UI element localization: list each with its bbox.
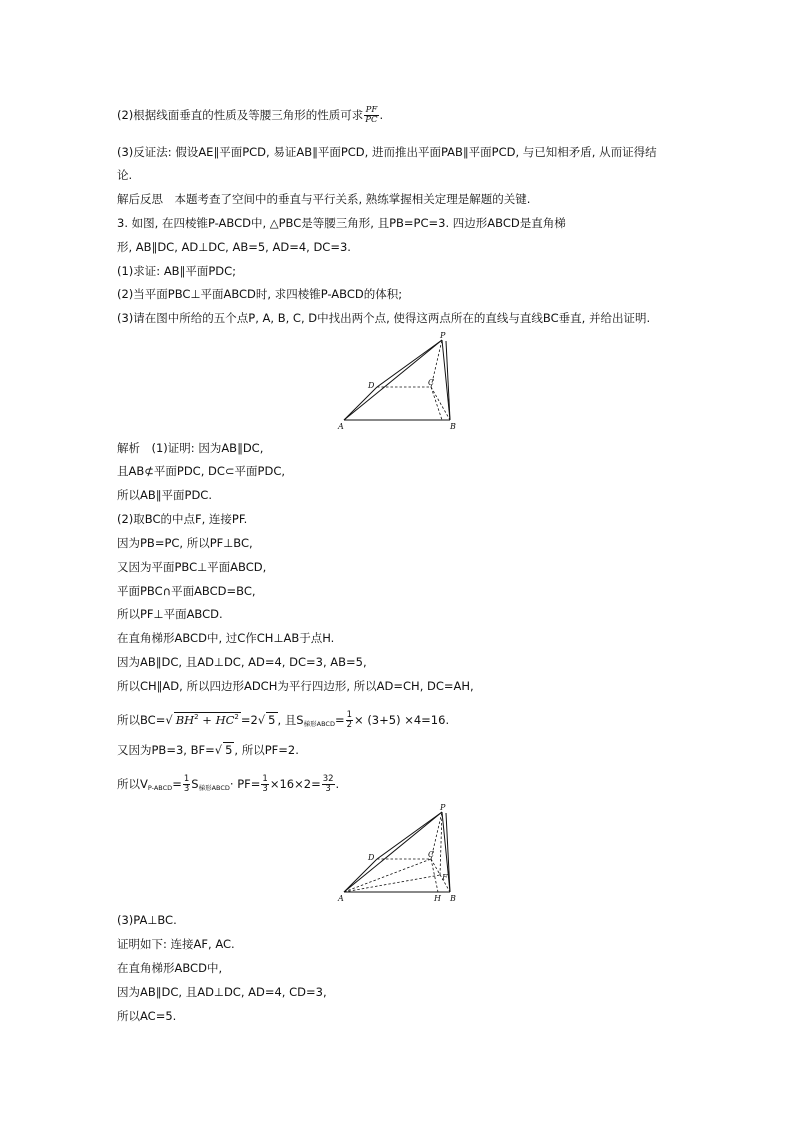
- text-line: (2)根据线面垂直的性质及等腰三角形的性质可求 $\frac{PF}{PC}$ .: [117, 105, 384, 125]
- text-line: 因为AB∥DC, 且AD⊥DC, AD=4, CD=3,: [117, 985, 327, 999]
- text-line: 且AB⊄平面PDC, DC⊂平面PDC,: [117, 464, 286, 478]
- label-A: A: [338, 422, 344, 431]
- label-C: C: [428, 378, 435, 387]
- label-P: P: [440, 331, 446, 340]
- problem-heading: 3. 如图, 在四棱锥P-ABCD中, △PBC是等腰三角形, 且PB=PC=3. 四边形ABCD是直角梯: [117, 216, 566, 230]
- figure-pyramid-2: [330, 802, 470, 906]
- text-line: 又因为平面PBC⊥平面ABCD,: [117, 560, 267, 574]
- text-line: (3)PA⊥BC.: [117, 913, 177, 927]
- text-line: 解后反思 本题考查了空间中的垂直与平行关系, 熟练掌握相关定理是解题的关键.: [117, 192, 531, 206]
- text-line: 形, AB∥DC, AD⊥DC, AB=5, AD=4, DC=3.: [117, 240, 351, 254]
- label-H: H: [434, 894, 441, 903]
- text-line: (3)请在图中所给的五个点P, A, B, C, D中找出两个点, 使得这两点所在的直线与直线BC垂直, 并给出证明.: [117, 311, 651, 325]
- formula-line-volume: 所以$V_{P-ABCD}=$ $\frac{1}{3}$ $S_{梯形ABCD}\cdot PF=$ $\frac{1}{3}$ ×16×2= $\frac{32}{3}$ .: [117, 774, 340, 794]
- label-B: B: [450, 894, 456, 903]
- text-line: 因为AB∥DC, 且AD⊥DC, AD=4, DC=3, AB=5,: [117, 655, 367, 669]
- label-P: P: [440, 803, 446, 812]
- text-line: 因为PB=PC, 所以PF⊥BC,: [117, 536, 253, 550]
- text-line: (1)求证: AB∥平面PDC;: [117, 264, 237, 278]
- formula-line-pf: 又因为PB=3, BF=√ 5 , 所以PF=2.: [117, 743, 299, 757]
- text-line: (2)当平面PBC⊥平面ABCD时, 求四棱锥P-ABCD的体积;: [117, 287, 403, 301]
- text-line: (3)反证法: 假设AE∥平面PCD, 易证AB∥平面PCD, 进而推出平面PAB∥平面PCD, 与已知相矛盾, 从而证得结: [117, 145, 657, 159]
- label-D: D: [368, 381, 375, 390]
- label-B: B: [450, 422, 456, 431]
- text-line: 证明如下: 连接AF, AC.: [117, 937, 235, 951]
- text-line: (2)取BC的中点F, 连接PF.: [117, 512, 248, 526]
- text-line: 所以AB∥平面PDC.: [117, 488, 212, 502]
- text-line: 所以AC=5.: [117, 1009, 177, 1023]
- text-line: 论.: [117, 168, 133, 182]
- text-line: 在直角梯形ABCD中,: [117, 961, 223, 975]
- text-line: 平面PBC∩平面ABCD=BC,: [117, 584, 256, 598]
- solution-heading: 解析 (1)证明: 因为AB∥DC,: [117, 441, 264, 455]
- text-line: 所以PF⊥平面ABCD.: [117, 607, 223, 621]
- label-D: D: [368, 853, 375, 862]
- formula-line-bc: 所以BC=√ $BH^2 + HC^2 =2√$ 5 , 且$S_{梯形ABCD}=$ $\frac{1}{2}$ × (3+5) ×4=16.: [117, 710, 450, 730]
- label-F: F: [442, 873, 448, 882]
- text-line: 在直角梯形ABCD中, 过C作CH⊥AB于点H.: [117, 631, 335, 645]
- figure-pyramid-1: [330, 330, 470, 434]
- text-line: 所以CH∥AD, 所以四边形ADCH为平行四边形, 所以AD=CH, DC=AH,: [117, 679, 474, 693]
- label-C: C: [428, 850, 435, 859]
- label-A: A: [338, 894, 344, 903]
